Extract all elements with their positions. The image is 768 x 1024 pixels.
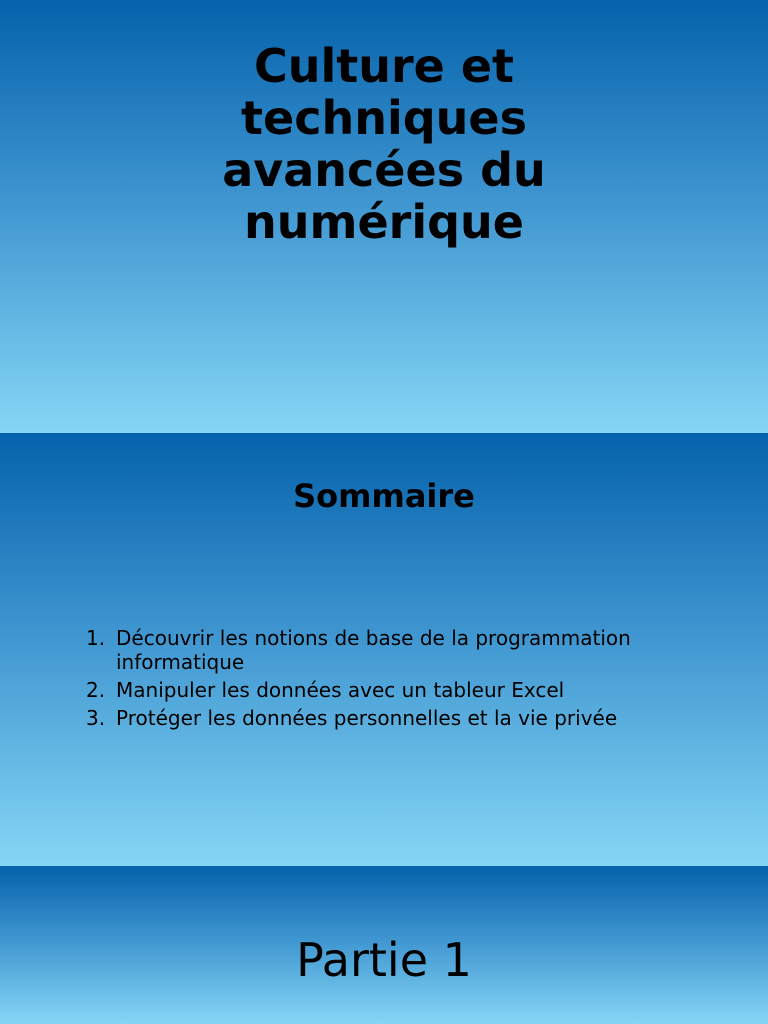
- summary-item-number: 1.: [86, 626, 106, 650]
- summary-item: [86, 706, 706, 730]
- summary-list: [86, 626, 706, 734]
- course-title: [0, 40, 768, 248]
- summary-item-number: 3.: [86, 706, 106, 730]
- summary-item-text: Découvrir les notions de base de la programmation informatique: [116, 626, 631, 674]
- summary-item: [86, 678, 706, 702]
- course-title-line: techniques: [241, 91, 527, 145]
- course-title-line: Culture et: [253, 39, 515, 93]
- summary-heading: Sommaire: [293, 477, 475, 515]
- summary-item: [86, 626, 706, 674]
- part-title: Partie 1: [296, 933, 472, 987]
- summary-item-number: 2.: [86, 678, 106, 702]
- course-title-line: numérique: [244, 195, 524, 249]
- course-title-line: avancées du: [222, 143, 546, 197]
- summary-item-text: Manipuler les données avec un tableur Excel: [116, 678, 565, 702]
- summary-item-text: Protéger les données personnelles et la vie privée: [116, 706, 618, 730]
